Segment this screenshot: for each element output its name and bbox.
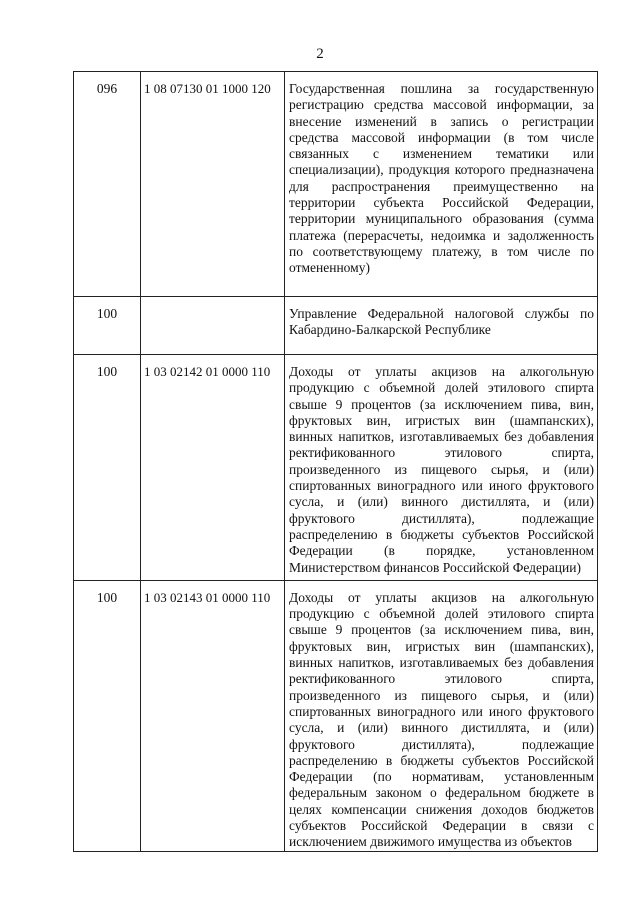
budget-code-cell: 1 03 02142 01 0000 110 — [141, 355, 285, 581]
table-row — [74, 72, 598, 297]
budget-codes-table — [73, 71, 598, 852]
description-cell: Доходы от уплаты акцизов на алкогольную продукцию с объемной долей этилового спирта свыше 9 процентов (за исключением пива, вин, фруктовых вин, игристых вин (шампанских), винных напитков, изготавливаемых без добавления ректификованного этилового спирта, произведенного из пищевого сырья, и (или) спиртованных виноградного или иного фруктового сусла, и (или) винного дистиллята, и (или) фруктового дистиллята), подлежащие распределению в бюджеты субъектов Российской Федерации (в порядке, установленном Министерством финансов Российской Федерации) — [285, 355, 598, 581]
budget-code-cell: 1 03 02143 01 0000 110 — [141, 580, 285, 851]
description-cell: Государственная пошлина за государственную регистрацию средства массовой информации, за внесение изменений в запись о регистрации средства массовой информации (в том числе связанных с изменением тематики или специализации), продукция которого предназначена для распространения преимущественно на территории субъекта Российской Федерации, территории муниципального образования (сумма платежа (перерасчеты, недоимка и задолженность по соответствующему платежу, в том числе по отмененному) — [285, 72, 598, 297]
table-row — [74, 355, 598, 581]
page-number: 2 — [316, 46, 324, 62]
admin-code-cell: 100 — [74, 580, 141, 851]
budget-code-cell: 1 08 07130 01 1000 120 — [141, 72, 285, 297]
description-cell: Доходы от уплаты акцизов на алкогольную продукцию с объемной долей этилового спирта свыше 9 процентов (за исключением пива, вин, фруктовых вин, игристых вин (шампанских), винных напитков, изготавливаемых без добавления ректификованного этилового спирта, произведенного из пищевого сырья, и (или) спиртованных виноградного или иного фруктового сусла, и (или) винного дистиллята, и (или) фруктового дистиллята), подлежащие распределению в бюджеты субъектов Российской Федерации (по нормативам, установленным федеральным законом о федеральном бюджете в целях компенсации снижения доходов бюджетов субъектов Российской Федерации в связи с исключением движимого имущества из объектов — [285, 580, 598, 851]
admin-code-cell: 096 — [74, 72, 141, 297]
table-row — [74, 297, 598, 355]
admin-code-cell: 100 — [74, 355, 141, 581]
admin-code-cell: 100 — [74, 297, 141, 355]
table-row — [74, 580, 598, 851]
budget-code-cell — [141, 297, 285, 355]
description-cell: Управление Федеральной налоговой службы по Кабардино-Балкарской Республике — [285, 297, 598, 355]
